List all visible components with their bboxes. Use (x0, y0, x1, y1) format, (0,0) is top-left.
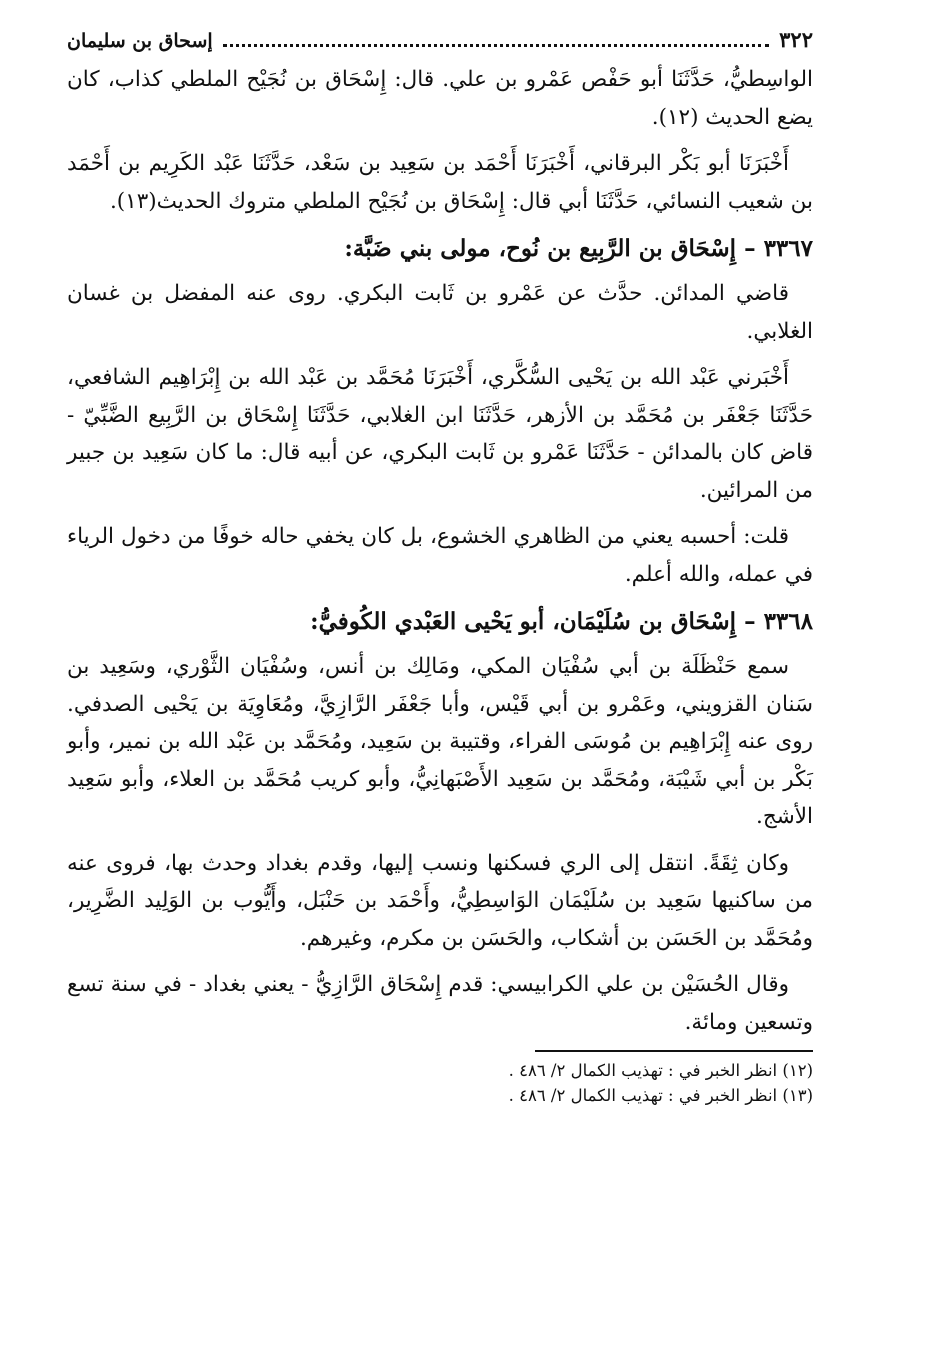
paragraph: الواسِطيُّ، حَدَّثَنَا أبو حَفْص عَمْرو بن علي. قال: إِسْحَاق بن نُجَيْح الملطي كذاب، كان يضع الحديث (١٢). (67, 67, 813, 130)
footnote-12: (١٢) انظر الخبر في : تهذيب الكمال ٢/ ٤٨٦ . (508, 1061, 813, 1080)
paragraph: سمع حَنْظَلَة بن أبي سُفْيَان المكي، ومَالِك بن أنس، وسُفْيَان الثَّوْري، وسَعِيد بن سَنان القزويني، وعَمْرو بن أبي قَيْس، وأبا جَعْفَر الرَّازِيَّ، ومُعَاوِيَة بن يَحْيى الصدفي. روى عنه إِبْرَاهِيم بن مُوسَى الفراء، وقتيبة بن سَعِيد، ومُحَمَّد بن عَبْد الله بن نمير، وأبو بَكْر بن أبي شَيْبَة، ومُحَمَّد بن سَعِيد الأَصْبَهانِيُّ، وأبو كريب مُحَمَّد بن العلاء، وأبو سَعِيد الأشج. (67, 654, 813, 829)
entry-heading-3368: ٣٣٦٨ – إِسْحَاق بن سُلَيْمَان، أبو يَحْيى العَبْدي الكُوفيُّ: (310, 608, 813, 635)
paragraph: أَخْبَرني عَبْد الله بن يَحْيى السُّكَّري، أَخْبَرَنَا مُحَمَّد بن عَبْد الله بن إِبْرَاهِيم الشافعي، حَدَّثَنَا جَعْفَر بن مُحَمَّد بن الأزهر، حَدَّثَنَا ابن الغلابي، حَدَّثَنَا إِسْحَاق بن الرَّبِيع الضَّبِّيّ - قاض كان بالمدائن - حَدَّثَنَا عَمْرو بن ثَابت البكري، عن أبيه قال: ما كان سَعِيد بن جبير من المرائين. (67, 365, 813, 503)
page-body (67, 61, 813, 1041)
paragraph: قلت: أحسبه يعني من الظاهري الخشوع، بل كان يخفي حاله خوفًا من دخول الرياء في عمله، والله أعلم. (67, 524, 813, 587)
entry-heading-3367: ٣٣٦٧ – إِسْحَاق بن الرَّبِيع بن نُوح، مولى بني ضَبَّة: (344, 235, 813, 262)
paragraph: قاضي المدائن. حدَّث عن عَمْرو بن ثَابت البكري. روى عنه المفضل بن غسان الغلابي. (67, 281, 813, 344)
header-dotted-leader (223, 28, 770, 47)
paragraph: وقال الحُسَيْن بن علي الكرابيسي: قدم إِسْحَاق الرَّازِيُّ - يعني بغداد - في سنة تسع وتسعين ومائة. (67, 972, 813, 1035)
paragraph: أَخْبَرَنَا أبو بَكْر البرقاني، أَخْبَرَنَا أَحْمَد بن سَعِيد بن سَعْد، حَدَّثَنَا عَبْد الكَرِيم بن أَحْمَد بن شعيب النسائي، حَدَّثَنَا أبي قال: إِسْحَاق بن نُجَيْح الملطي متروك الحديث(١٣). (67, 151, 813, 214)
page-number: ٣٢٢ (779, 27, 813, 52)
footnotes (67, 1050, 813, 1108)
page-header (67, 24, 813, 57)
footnote-separator (535, 1050, 813, 1052)
footnote-13: (١٣) انظر الخبر في : تهذيب الكمال ٢/ ٤٨٦ . (508, 1086, 813, 1105)
running-title: إسحاق بن سليمان (67, 30, 213, 52)
paragraph: وكان ثِقَةً. انتقل إلى الري فسكنها ونسب إليها، وقدم بغداد وحدث بها، فروى عنه من ساكنيها سَعِيد بن سُلَيْمَان الوَاسِطِيُّ، وأَحْمَد بن حَنْبَل، وأَيُّوب بن الوَلِيد الضَّرِير، ومُحَمَّد بن الحَسَن بن أشكاب، والحَسَن بن مكرم، وغيرهم. (67, 850, 813, 951)
